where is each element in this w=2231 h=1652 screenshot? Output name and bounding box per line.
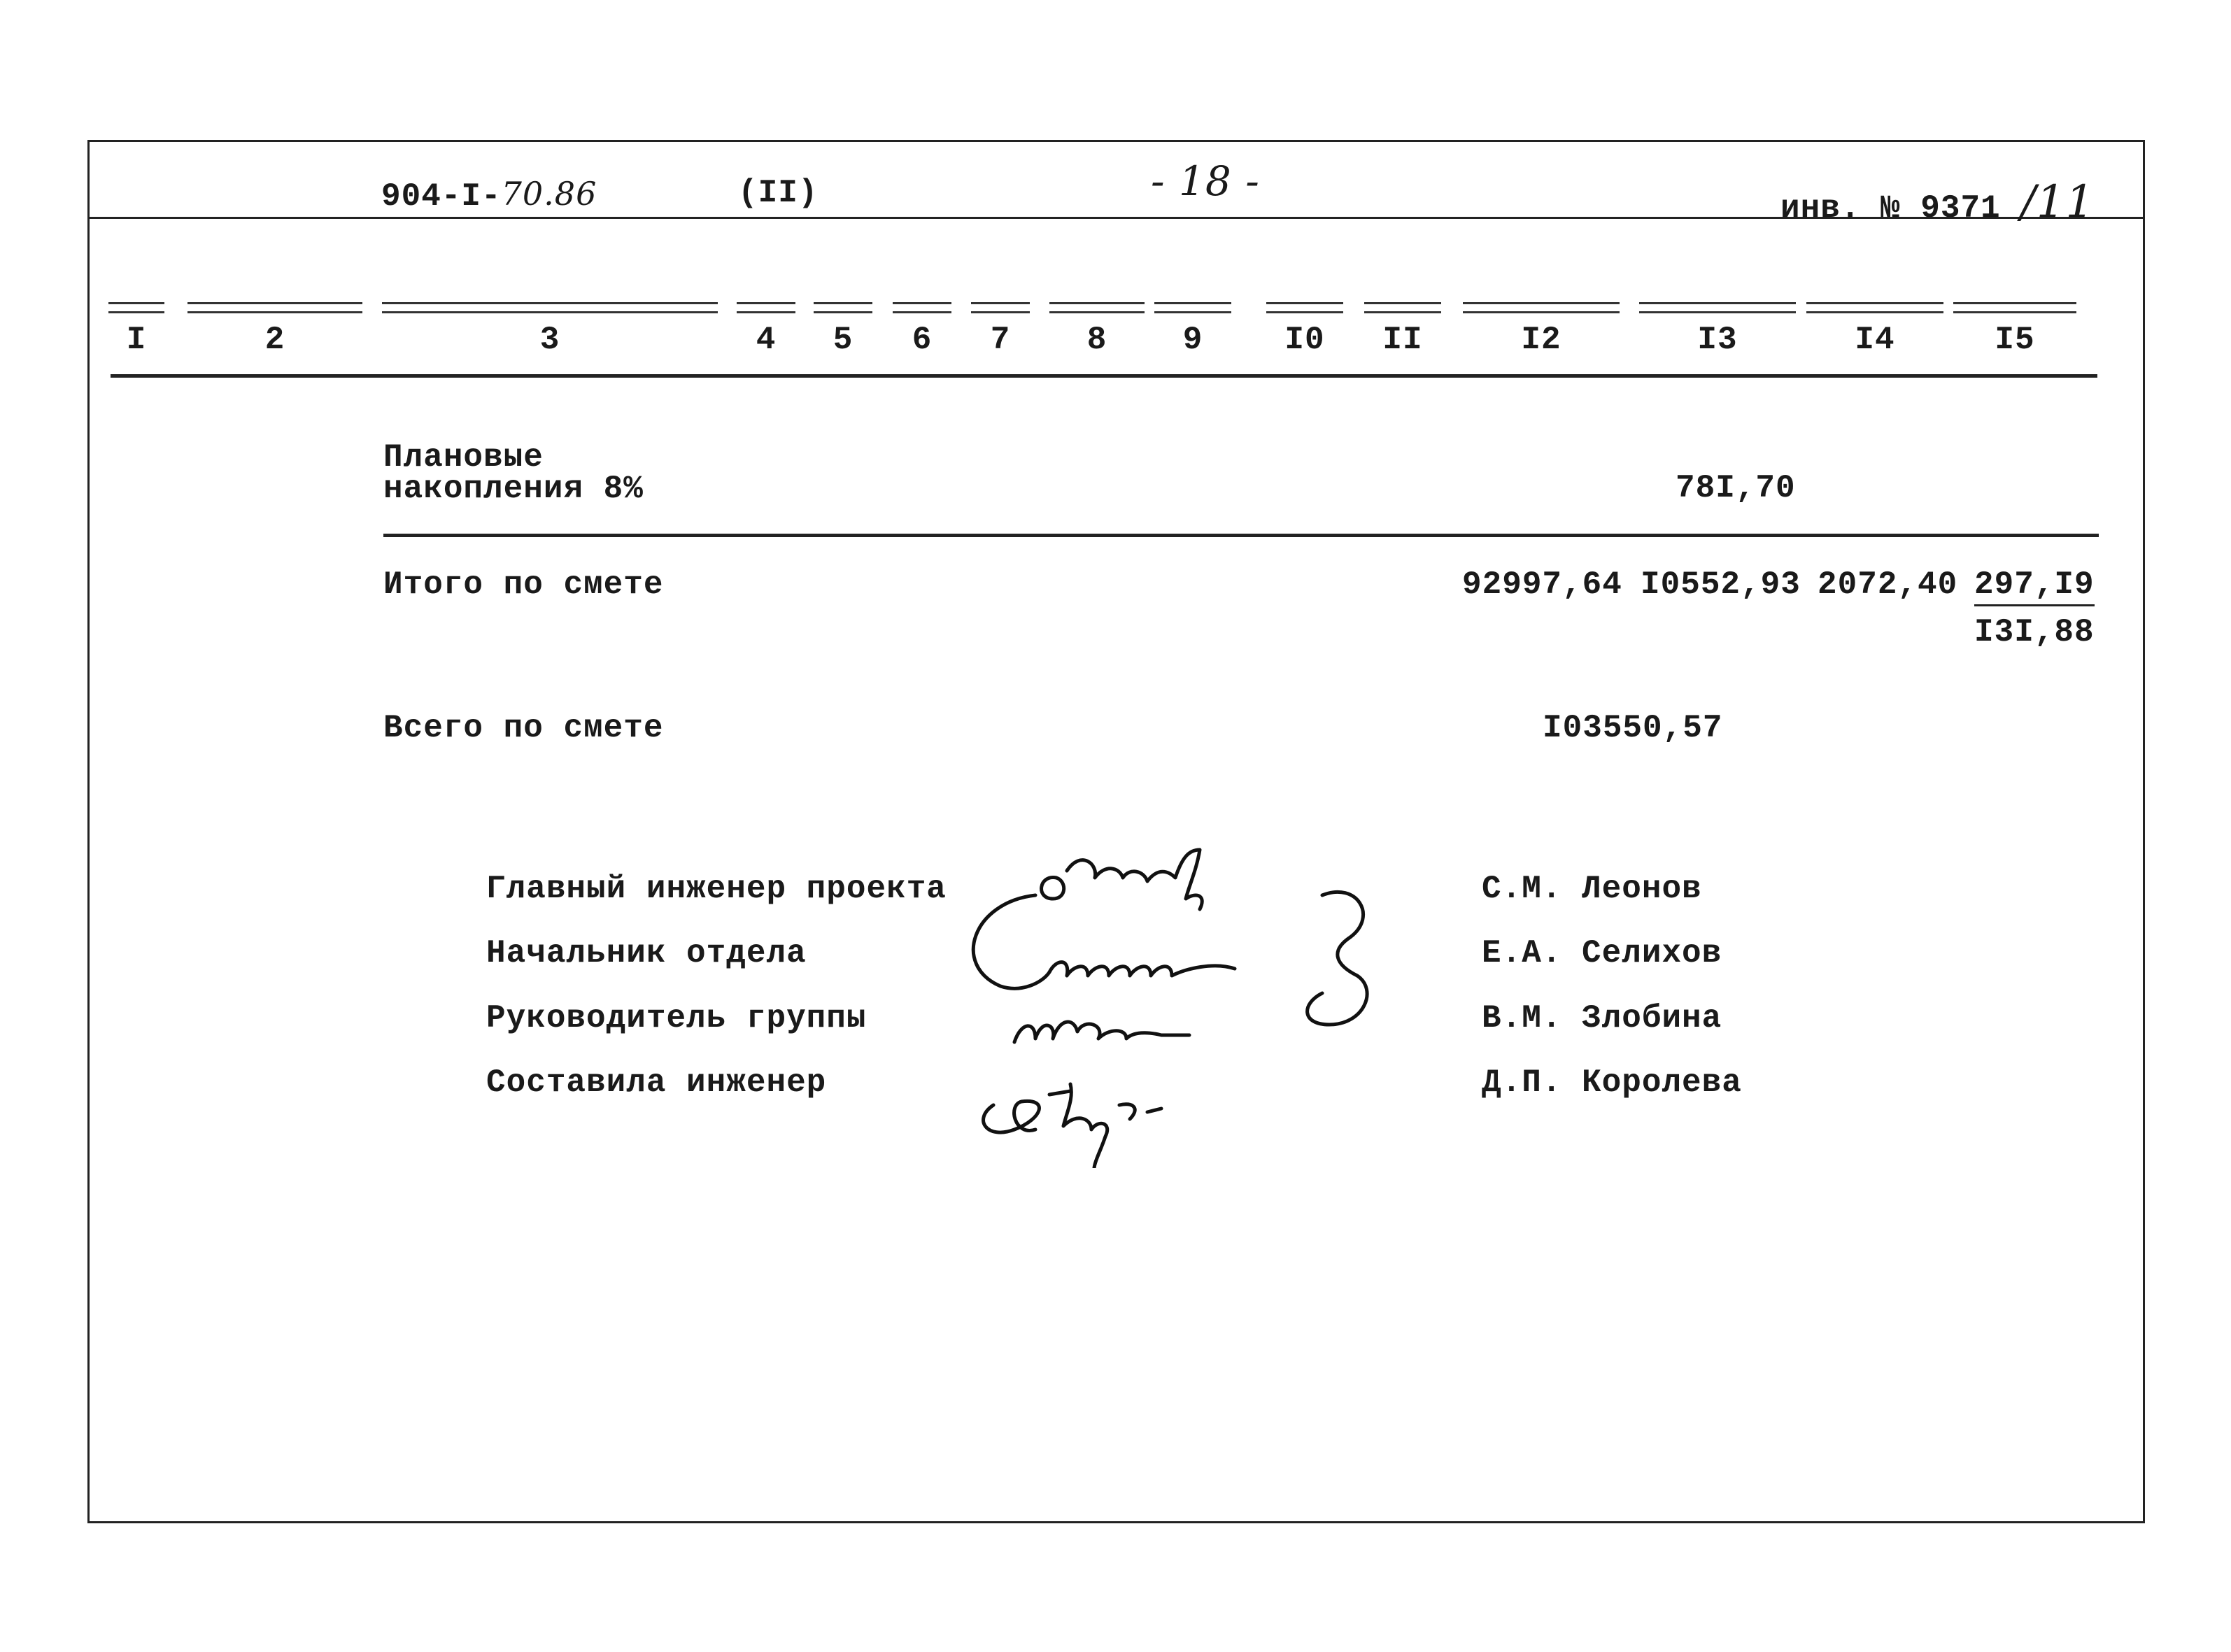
signature-zlobina: [1014, 1022, 1189, 1042]
signature-role-4: Составила инженер: [486, 1064, 827, 1101]
column-number-6: 6: [912, 322, 933, 358]
signature-name-1: С.М. Леонов: [1482, 871, 1702, 907]
column-dash-7: [971, 302, 1030, 313]
total-col15-top: 297,I9: [1974, 567, 2095, 606]
column-dash-10: [1266, 302, 1343, 313]
column-dash-15: [1953, 302, 2076, 313]
grand-total-value: I03550,57: [1543, 710, 1723, 746]
column-number-13: I3: [1697, 322, 1738, 358]
total-col14: 2072,40: [1818, 567, 1958, 603]
column-dash-11: [1364, 302, 1441, 313]
total-label: Итого по смете: [383, 567, 664, 603]
page-number: - 18 -: [1151, 157, 1260, 205]
column-number-1: I: [126, 322, 147, 358]
column-number-10: I0: [1284, 322, 1325, 358]
project-code: [381, 175, 597, 215]
column-number-15: I5: [1995, 322, 2035, 358]
column-dash-8: [1049, 302, 1145, 313]
column-number-7: 7: [990, 322, 1011, 358]
inventory-number: [1780, 176, 2095, 228]
project-code-handwritten: 70.86: [501, 175, 597, 213]
signature-role-3: Руководитель группы: [486, 1000, 867, 1037]
signature-role-1: Главный инженер проекта: [486, 871, 947, 907]
column-number-11: II: [1382, 322, 1423, 358]
column-dash-9: [1154, 302, 1231, 313]
planned-savings-label-line2: накопления 8%: [383, 471, 644, 507]
project-code-printed: 904-I-: [381, 178, 502, 215]
total-col12: 92997,64: [1462, 567, 1622, 603]
total-col15-bottom: I3I,88: [1974, 614, 2095, 650]
signature-selikhov: [973, 892, 1367, 1025]
column-dash-1: [108, 302, 164, 313]
signature-name-4: Д.П. Королева: [1482, 1064, 1742, 1101]
inventory-label: инв. № 9371: [1780, 190, 2001, 227]
signature-name-2: Е.А. Селихов: [1482, 935, 1722, 971]
column-header-rule: [111, 374, 2097, 378]
column-dash-12: [1463, 302, 1620, 313]
signature-role-2: Начальник отдела: [486, 935, 807, 971]
column-number-8: 8: [1086, 322, 1107, 358]
column-number-5: 5: [833, 322, 854, 358]
signature-leonov: [1042, 850, 1203, 909]
column-number-3: 3: [539, 322, 560, 358]
column-dash-2: [187, 302, 362, 313]
planned-savings-label-line1: Плановые: [383, 439, 544, 476]
signature-koroleva: [984, 1084, 1161, 1168]
total-col13: I0552,93: [1641, 567, 1801, 603]
column-dash-6: [893, 302, 951, 313]
column-dash-3: [382, 302, 718, 313]
column-number-12: I2: [1521, 322, 1561, 358]
column-dash-5: [814, 302, 872, 313]
planned-savings-value: 78I,70: [1676, 470, 1796, 506]
column-dash-13: [1639, 302, 1796, 313]
column-dash-4: [737, 302, 795, 313]
inventory-suffix: /11: [2020, 176, 2095, 228]
signature-scribbles: [930, 818, 1490, 1168]
column-number-14: I4: [1855, 322, 1895, 358]
column-dash-14: [1806, 302, 1943, 313]
subtotal-rule: [383, 534, 2099, 537]
signature-name-3: В.М. Злобина: [1482, 1000, 1722, 1037]
part-number: (II): [738, 175, 819, 211]
grand-total-label: Всего по смете: [383, 710, 664, 746]
column-number-9: 9: [1182, 322, 1203, 358]
column-number-2: 2: [264, 322, 285, 358]
column-number-4: 4: [756, 322, 777, 358]
